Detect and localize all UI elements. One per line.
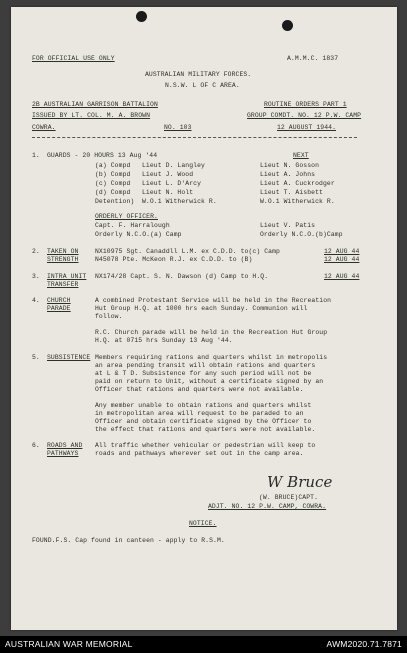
- next-heading: NEXT: [293, 152, 309, 159]
- orderly-nco: Orderly N.C.O.(a) Camp: [95, 231, 182, 238]
- transfer-date: 12 AUG 44: [324, 273, 360, 280]
- order-date: 12 AUGUST 1944.: [277, 124, 337, 131]
- guard-post: (d) Compd: [95, 189, 131, 196]
- section-number: 4.: [32, 297, 40, 304]
- guard-next: W.O.1 Witherwick R.: [260, 198, 335, 205]
- dashed-divider: [32, 137, 357, 138]
- paragraph-line: roads and pathways wherever set out in the camp area.: [95, 450, 304, 457]
- guard-post: (c) Compd: [95, 180, 131, 187]
- paragraph-line: Officer that rations and quarters were not available.: [95, 386, 304, 393]
- guards-heading: GUARDS - 20 HOURS 13 Aug '44: [47, 152, 158, 159]
- paragraph-line: an area pending transit will obtain rations and quarters: [95, 362, 316, 369]
- guard-name: W.O.1 Witherwick R.: [142, 198, 217, 205]
- guard-name: Lieut L. D'Arcy: [142, 180, 202, 187]
- punch-hole: [282, 20, 293, 31]
- order-number: NO. 103: [164, 124, 192, 131]
- guard-next: Lieut A. Johns: [260, 171, 316, 178]
- footer-source: AUSTRALIAN WAR MEMORIAL: [5, 639, 133, 649]
- paragraph-line: R.C. Church parade will be held in the Recreation Hut Group: [95, 329, 328, 336]
- handwritten-signature: W Bruce: [267, 473, 333, 491]
- section-number: 3.: [32, 273, 40, 280]
- strength-date: 12 AUG 44: [324, 256, 360, 263]
- group-comdt: GROUP COMDT. NO. 12 P.W. CAMP: [247, 112, 362, 119]
- paragraph-line: All traffic whether vehicular or pedestrian will keep to: [95, 442, 316, 449]
- paragraph-line: the effect that rations and quarters were not available.: [95, 426, 316, 433]
- section-number: 1.: [32, 152, 40, 159]
- transfer-entry: NX174/28 Capt. S. N. Dawson (d) Camp to H.Q.: [95, 273, 269, 280]
- guard-post: Detention): [95, 198, 135, 205]
- punch-hole: [136, 11, 147, 22]
- section-number: 2.: [32, 248, 40, 255]
- paragraph-line: Members requiring rations and quarters whilst in metropolis: [95, 354, 328, 361]
- strength-entry: NX10975 Sgt. Canaddll L.M. ex C.D.D. to(c) Camp: [95, 248, 280, 255]
- document-page: [11, 7, 397, 630]
- transfer-heading: TRANSFER: [47, 281, 79, 288]
- notice-text: FOUND.F.S. Cap found in canteen - apply to R.S.M.: [32, 537, 225, 544]
- routine-orders-title: ROUTINE ORDERS PART 1: [264, 101, 347, 108]
- paragraph-line: Officer and obtain certificate signed by the Officer to: [95, 418, 312, 425]
- paragraph-line: Hut Group H.Q. at 1000 hrs each Sunday. Communion will: [95, 305, 308, 312]
- guard-next: Lieut N. Gosson: [260, 162, 320, 169]
- location: COWRA.: [32, 124, 56, 131]
- paragraph-line: A combined Protestant Service will be held in the Recreation: [95, 297, 332, 304]
- notice-heading: NOTICE.: [189, 520, 217, 527]
- intra-unit-heading: INTRA UNIT: [47, 273, 87, 280]
- battalion-name: 2B AUSTRALIAN GARRISON BATTALION: [32, 101, 158, 108]
- taken-on-heading: TAKEN ON: [47, 248, 79, 255]
- footer-accession-number: AWM2020.71.7871: [326, 639, 402, 649]
- strength-date: 12 AUG 44: [324, 248, 360, 255]
- paragraph-line: in metropolitan area will request to be paraded to an: [95, 410, 304, 417]
- guard-name: Lieut D. Langley: [142, 162, 205, 169]
- guard-post: (a) Compd: [95, 162, 131, 169]
- signatory-name: (W. BRUCE)CAPT.: [259, 494, 319, 501]
- paragraph-line: H.Q. at 0715 hrs Sunday 13 Aug '44.: [95, 337, 233, 344]
- orderly-officer-name: Capt. F. Harralough: [95, 222, 170, 229]
- title-area: N.S.W. L OF C AREA.: [165, 82, 240, 89]
- paragraph-line: paid on return to Unit, without a certificate signed by an: [95, 378, 324, 385]
- orderly-officer-next: Lieut V. Patis: [260, 222, 316, 229]
- guard-name: Lieut J. Wood: [142, 171, 194, 178]
- strength-heading: STRENGTH: [47, 256, 79, 263]
- guard-post: (b) Compd: [95, 171, 131, 178]
- pathways-heading: PATHWAYS: [47, 450, 79, 457]
- roads-heading: ROADS AND: [47, 442, 83, 449]
- guard-next: Lieut A. Cuckrodger: [260, 180, 335, 187]
- footer-bar: [0, 636, 407, 653]
- parade-heading: PARADE: [47, 305, 71, 312]
- paragraph-line: follow.: [95, 313, 123, 320]
- paragraph-line: at L & T D. Subsistence for any such period will not be: [95, 370, 312, 377]
- orderly-nco-next: Orderly N.C.O.(b)Camp: [260, 231, 343, 238]
- issued-by: ISSUED BY LT. COL. M. A. BROWN: [32, 112, 151, 119]
- church-heading: CHURCH: [47, 297, 71, 304]
- strength-entry: N45078 Pte. McKeon R.J. ex C.D.D. to (B): [95, 256, 253, 263]
- subsistence-heading: SUBSISTENCE: [47, 354, 91, 361]
- section-number: 6.: [32, 442, 40, 449]
- section-number: 5.: [32, 354, 40, 361]
- reference-number: A.M.M.C. 1837: [287, 55, 339, 62]
- orderly-officer-heading: ORDERLY OFFICER.: [95, 213, 158, 220]
- title-forces: AUSTRALIAN MILITARY FORCES.: [145, 71, 252, 78]
- paragraph-line: Any member unable to obtain rations and quarters whilst: [95, 402, 312, 409]
- guard-name: Lieut N. Holt: [142, 189, 194, 196]
- signatory-title: ADJT. NO. 12 P.W. CAMP, COWRA.: [208, 503, 327, 510]
- guard-next: Lieut T. Aisbett: [260, 189, 323, 196]
- official-use-heading: FOR OFFICIAL USE ONLY: [32, 55, 115, 62]
